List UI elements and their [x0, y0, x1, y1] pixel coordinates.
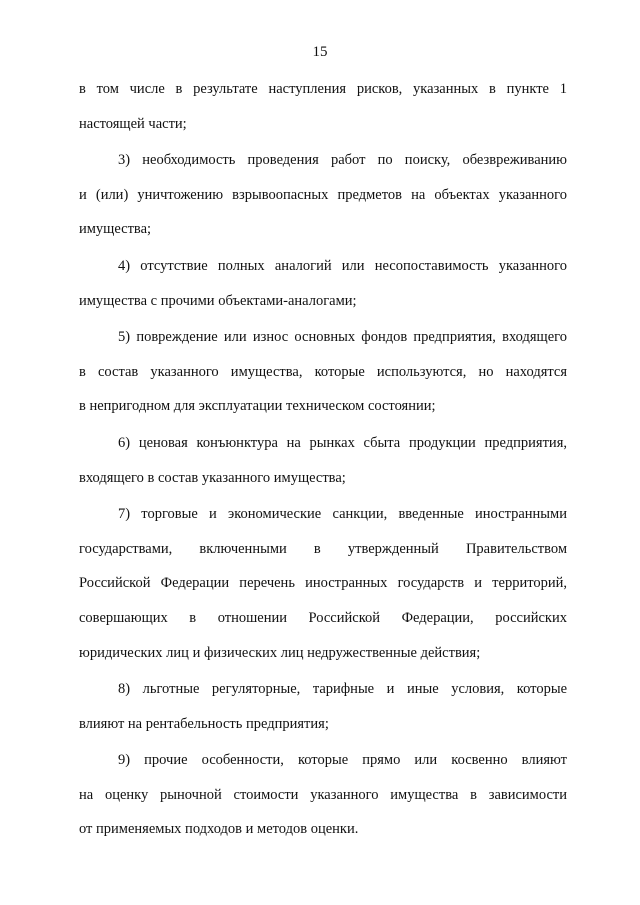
text-line: на оценку рыночной стоимости указанного имущества в зависимости: [79, 786, 567, 803]
text-line: входящего в состав указанного имущества;: [79, 469, 346, 486]
text-line: имущества с прочими объектами-аналогами;: [79, 292, 357, 309]
paragraph-continuation: [79, 72, 567, 141]
text-line: в состав указанного имущества, которые используются, но находятся: [79, 363, 567, 380]
text-line: государствами, включенными в утвержденный Правительством: [79, 540, 567, 557]
text-line: Российской Федерации перечень иностранных государств и территорий,: [79, 575, 567, 592]
text-line: 7) торговые и экономические санкции, введенные иностранными: [118, 506, 567, 523]
list-item-8: [79, 672, 567, 741]
page-number: 15: [312, 44, 328, 60]
text-line: 5) повреждение или износ основных фондов предприятия, входящего: [118, 329, 567, 346]
text-line: в том числе в результате наступления рисков, указанных в пункте 1: [79, 81, 567, 97]
list-item-3: [79, 143, 567, 247]
text-line: юридических лиц и физических лиц недружественные действия;: [79, 644, 481, 661]
text-line: в непригодном для эксплуатации техническом состоянии;: [79, 398, 436, 415]
list-item-7: [79, 497, 567, 670]
document-body: [79, 72, 567, 849]
text-line: 4) отсутствие полных аналогий или несопоставимость указанного: [118, 257, 567, 274]
list-item-6: [79, 426, 567, 495]
text-line: 3) необходимость проведения работ по поиску, обезвреживанию: [118, 152, 567, 169]
text-line: влияют на рентабельность предприятия;: [79, 715, 329, 732]
list-item-5: [79, 320, 567, 424]
text-line: настоящей части;: [79, 115, 187, 132]
list-item-9: [79, 743, 567, 847]
list-item-4: [79, 249, 567, 318]
text-line: 6) ценовая конъюнктура на рынках сбыта продукции предприятия,: [118, 434, 567, 451]
text-line: и (или) уничтожению взрывоопасных предметов на объектах указанного: [79, 186, 567, 203]
text-line: имущества;: [79, 221, 152, 238]
text-line: совершающих в отношении Российской Федерации, российских: [79, 609, 567, 626]
text-line: от применяемых подходов и методов оценки.: [79, 821, 359, 838]
text-line: 8) льготные регуляторные, тарифные и иные условия, которые: [118, 681, 567, 698]
text-line: 9) прочие особенности, которые прямо или косвенно влияют: [118, 752, 567, 769]
